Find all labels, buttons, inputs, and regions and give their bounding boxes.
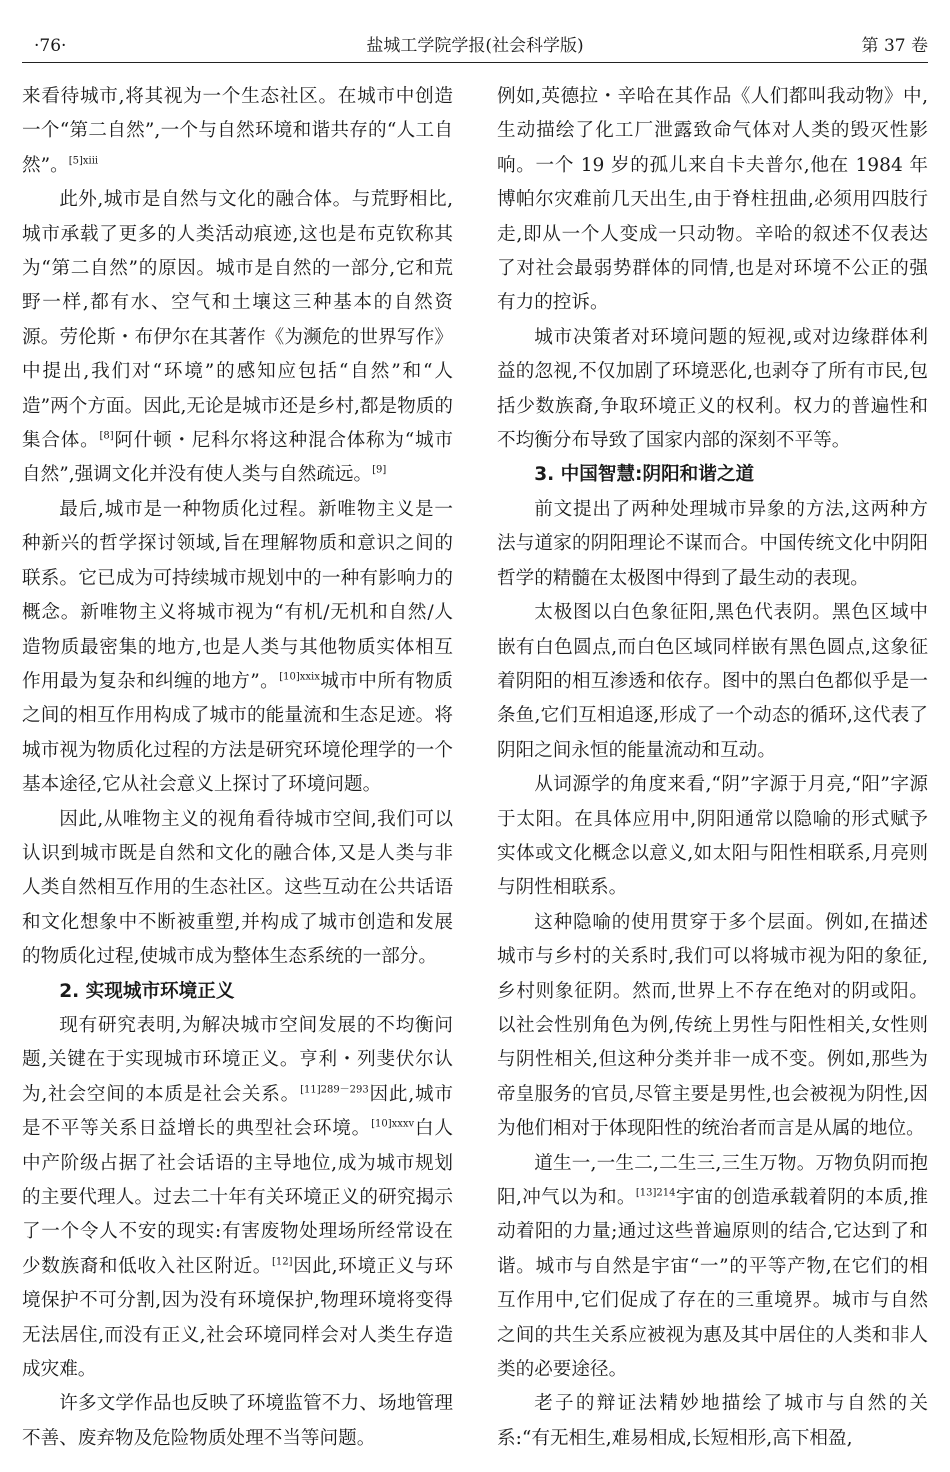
citation: [11]289－293 [300,1084,369,1096]
paragraph: 太极图以白色象征阳,黑色代表阴。黑色区域中嵌有白色圆点,而白色区域同样嵌有黑色圆点,这象征着阴阳的相互渗透和依存。图中的黑白色都似乎是一条鱼,它们互相追逐,形成了一个动态的循环,这代表了阴阳之间永恒的能量流动和互动。 [497,602,928,761]
paragraph: 例如,英德拉・辛哈在其作品《人们都叫我动物》中,生动描绘了化工厂泄露致命气体对人类的毁灭性影响。一个 19 岁的孤儿来自卡夫普尔,他在 1984 年博帕尔灾难前几天出生,由于脊柱扭曲,必须用四肢行走,即从一个人变成一只动物。辛哈的叙述不仅表达了对社会最弱势群体的同情,也是对环境不公正的强有力的控诉。 [497,86,928,314]
citation: [13]214 [635,1187,676,1199]
paragraph: 老子的辩证法精妙地描绘了城市与自然的关系:“有无相生,难易相成,长短相形,高下相盈, [497,1393,928,1449]
citation: [9] [372,464,387,476]
page-number: ·76· [34,36,67,56]
citation: [10]xxxv [371,1118,415,1130]
paragraph: 来看待城市,将其视为一个生态社区。在城市中创造一个“第二自然”,一个与自然环境和谐共存的“人工自然”。$^{[5]xiii}$ [22,86,453,176]
volume-label: 第 37 卷 [861,36,928,56]
header-rule [22,62,928,63]
left-column [22,80,453,1456]
citation: [8] [99,430,114,442]
journal-title: 盐城工学院学报(社会科学版) [366,36,584,56]
paragraph: 现有研究表明,为解决城市空间发展的不均衡问题,关键在于实现城市环境正义。亨利・列斐伏尔认为,社会空间的本质是社会关系。$^{[11]289-293}$因此,城市是不平等关系日益增长的典型社会环境。$^{[10]xxxv}$白人中产阶级占据了社会话语的主导地位,成为城市规划的主要代理人。过去二十年有关环境正义的研究揭示了一个令人不安的现实:有害废物处理场所经常设在少数族裔和低收入社区附近。[12]因此,环境正义与环境保护不可分割,因为没有环境保护,物理环境将变得无法居住,而没有正义,社会环境同样会对人类生存造成灾难。 [22,1014,453,1381]
paragraph: 道生一,一生二,二生三,三生万物。万物负阴而抱阳,冲气以为和。$^{[13]214}$宇宙的创造承载着阴的本质,推动着阳的力量;通过这些普遍原则的结合,它达到了和谐。城市与自然是宇宙“一”的平等产物,在它们的相互作用中,它们促成了存在的三重境界。城市与自然之间的共生关系应被视为惠及其中居住的人类和非人类的必要途径。 [497,1152,928,1381]
paragraph: 因此,从唯物主义的视角看待城市空间,我们可以认识到城市既是自然和文化的融合体,又是人类与非人类自然相互作用的生态社区。这些互动在公共话语和文化想象中不断被重塑,并构成了城市创造和发展的物质化过程,使城市成为整体生态系统的一部分。 [22,808,453,968]
paragraph: 最后,城市是一种物质化过程。新唯物主义是一种新兴的哲学探讨领域,旨在理解物质和意识之间的联系。它已成为可持续城市规划中的一种有影响力的概念。新唯物主义将城市视为“有机/无机和自然/人造物质最密集的地方,也是人类与其他物质实体相互作用最为复杂和纠缠的地方”。$^{[10]xxix}$城市中所有物质之间的相互作用构成了城市的能量流和生态足迹。将城市视为物质化过程的方法是研究环境伦理学的一个基本途径,它从社会意义上探讨了环境问题。 [22,498,453,796]
paragraph: 此外,城市是自然与文化的融合体。与荒野相比,城市承载了更多的人类活动痕迹,这也是布克钦称其为“第二自然”的原因。城市是自然的一部分,它和荒野一样,都有水、空气和土壤这三种基本的自然资源。劳伦斯・布伊尔在其著作《为濒危的世界写作》中提出,我们对“环境”的感知应包括“自然”和“人造”两个方面。因此,无论是城市还是乡村,都是物质的集合体。[8]阿什顿・尼科尔将这种混合体称为“城市自然”,强调文化并没有使人类与自然疏远。[9] [22,189,453,486]
citation: [12] [272,1256,293,1268]
paragraph: 许多文学作品也反映了环境监管不力、场地管理不善、废弃物及危险物质处理不当等问题。 [22,1393,453,1449]
citation: [10]xxix [279,671,320,683]
citation: [5]xiii [68,155,99,167]
paragraph: 这种隐喻的使用贯穿于多个层面。例如,在描述城市与乡村的关系时,我们可以将城市视为阳的象征,乡村则象征阴。然而,世界上不存在绝对的阴或阳。以社会性别角色为例,传统上男性与阳性相关,女性则与阴性相关,但这种分类并非一成不变。例如,那些为帝皇服务的官员,尽管主要是男性,也会被视为阴性,因为他们相对于体现阳性的统治者而言是从属的地位。 [497,911,928,1140]
paragraph: 城市决策者对环境问题的短视,或对边缘群体利益的忽视,不仅加剧了环境恶化,也剥夺了所有市民,包括少数族裔,争取环境正义的权利。权力的普遍性和不均衡分布导致了国家内部的深刻不平等。 [497,326,928,452]
section-heading: 3. 中国智慧:阴阳和谐之道 [534,464,755,486]
paragraph: 从词源学的角度来看,“阴”字源于月亮,“阳”字源于太阳。在具体应用中,阴阳通常以隐喻的形式赋予实体或文化概念以意义,如太阳与阳性相联系,月亮则与阴性相联系。 [497,774,928,899]
section-heading: 2. 实现城市环境正义 [59,980,235,1002]
running-header [22,32,928,60]
paragraph: 前文提出了两种处理城市异象的方法,这两种方法与道家的阴阳理论不谋而合。中国传统文化中阴阳哲学的精髓在太极图中得到了最生动的表现。 [497,498,928,589]
right-column [497,80,928,1456]
